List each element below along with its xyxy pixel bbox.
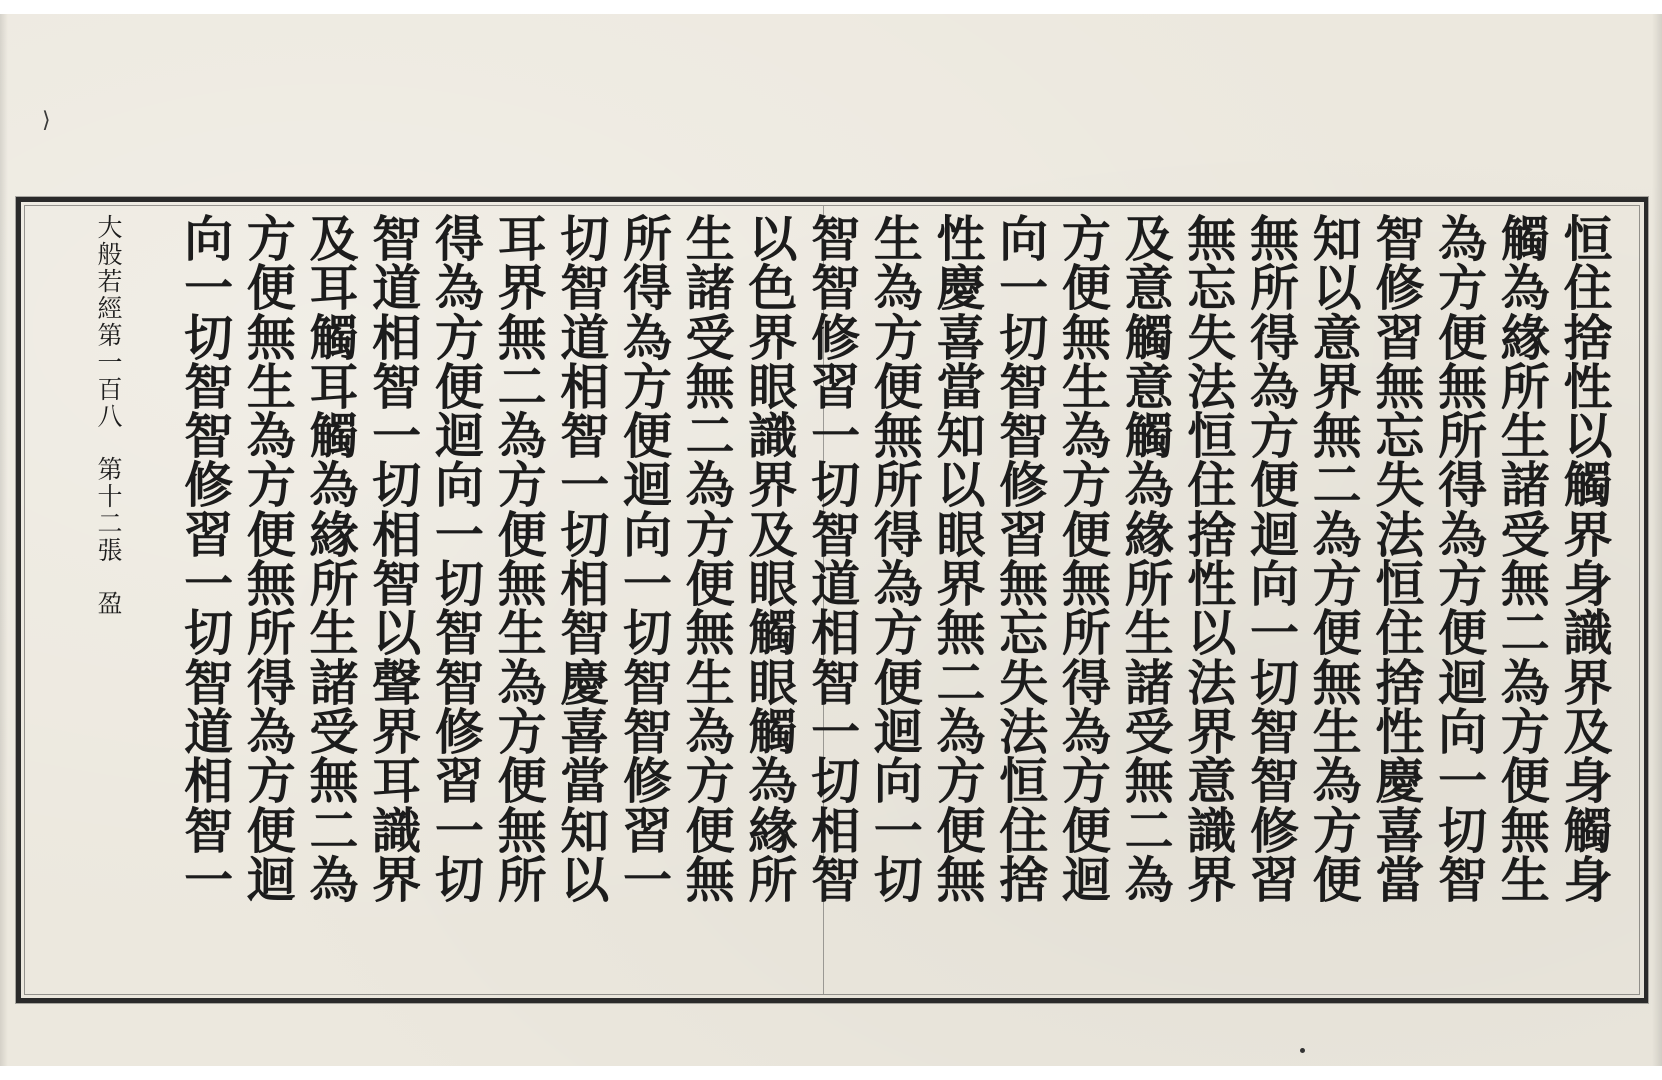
text-column: 方 便 無 生 為 方 便 無 所 得 為 方 便 迴 bbox=[246, 210, 296, 909]
text-column: 知 以 意 界 無 二 為 方 便 無 生 為 方 便 bbox=[1312, 210, 1362, 909]
text-column: 得 為 方 便 迴 向 一 切 智 智 修 習 一 切 bbox=[434, 210, 484, 909]
text-column: 生 為 方 便 無 所 得 為 方 便 迴 向 一 切 bbox=[873, 210, 923, 909]
margin-mark: ⟩ bbox=[42, 108, 51, 133]
sutra-volume-title: 大般若經第一百八 bbox=[94, 214, 123, 430]
text-column: 性 慶 喜 當 知 以 眼 界 無 二 為 方 便 無 bbox=[936, 210, 986, 909]
sheet-number: 第十二張 bbox=[94, 456, 123, 564]
text-column: 及 意 觸 意 觸 為 緣 所 生 諸 受 無 二 為 bbox=[1124, 210, 1174, 909]
text-column: 所 得 為 方 便 迴 向 一 切 智 智 修 習 一 bbox=[622, 210, 672, 909]
ink-speck bbox=[1300, 1048, 1305, 1053]
text-column: 切 智 道 相 智 一 切 相 智 慶 喜 當 知 以 bbox=[560, 210, 610, 909]
text-column: 無 所 得 為 方 便 迴 向 一 切 智 智 修 習 bbox=[1249, 210, 1299, 909]
text-column: 向 一 切 智 智 修 習 無 忘 失 法 恒 住 捨 bbox=[999, 210, 1049, 909]
text-column: 智 智 修 習 一 切 智 道 相 智 一 切 相 智 bbox=[811, 210, 861, 909]
text-column: 智 修 習 無 忘 失 法 恒 住 捨 性 慶 喜 當 bbox=[1375, 210, 1425, 909]
text-column: 耳 界 無 二 為 方 便 無 生 為 方 便 無 所 bbox=[497, 210, 547, 909]
text-column: 生 諸 受 無 二 為 方 便 無 生 為 方 便 無 bbox=[685, 210, 735, 909]
text-column: 及 耳 觸 耳 觸 為 緣 所 生 諸 受 無 二 為 bbox=[309, 210, 359, 909]
text-column: 向 一 切 智 智 修 習 一 切 智 道 相 智 一 bbox=[184, 210, 234, 909]
text-column: 以 色 界 眼 識 界 及 眼 觸 眼 觸 為 緣 所 bbox=[748, 210, 798, 909]
text-column: 觸 為 緣 所 生 諸 受 無 二 為 方 便 無 生 bbox=[1500, 210, 1550, 909]
page-fold-shadow-left bbox=[0, 14, 8, 1066]
text-column: 智 道 相 智 一 切 相 智 以 聲 界 耳 識 界 bbox=[372, 210, 422, 909]
thousand-character-mark: 盈 bbox=[94, 590, 123, 617]
margin-footer bbox=[88, 214, 128, 834]
text-column: 方 便 無 生 為 方 便 無 所 得 為 方 便 迴 bbox=[1061, 210, 1111, 909]
page-fold-shadow-right bbox=[1652, 14, 1662, 1066]
text-column: 恒 住 捨 性 以 觸 界 身 識 界 及 身 觸 身 bbox=[1563, 210, 1613, 909]
text-column: 無 忘 失 法 恒 住 捨 性 以 法 界 意 識 界 bbox=[1187, 210, 1237, 909]
text-column: 為 方 便 無 所 得 為 方 便 迴 向 一 切 智 bbox=[1438, 210, 1488, 909]
